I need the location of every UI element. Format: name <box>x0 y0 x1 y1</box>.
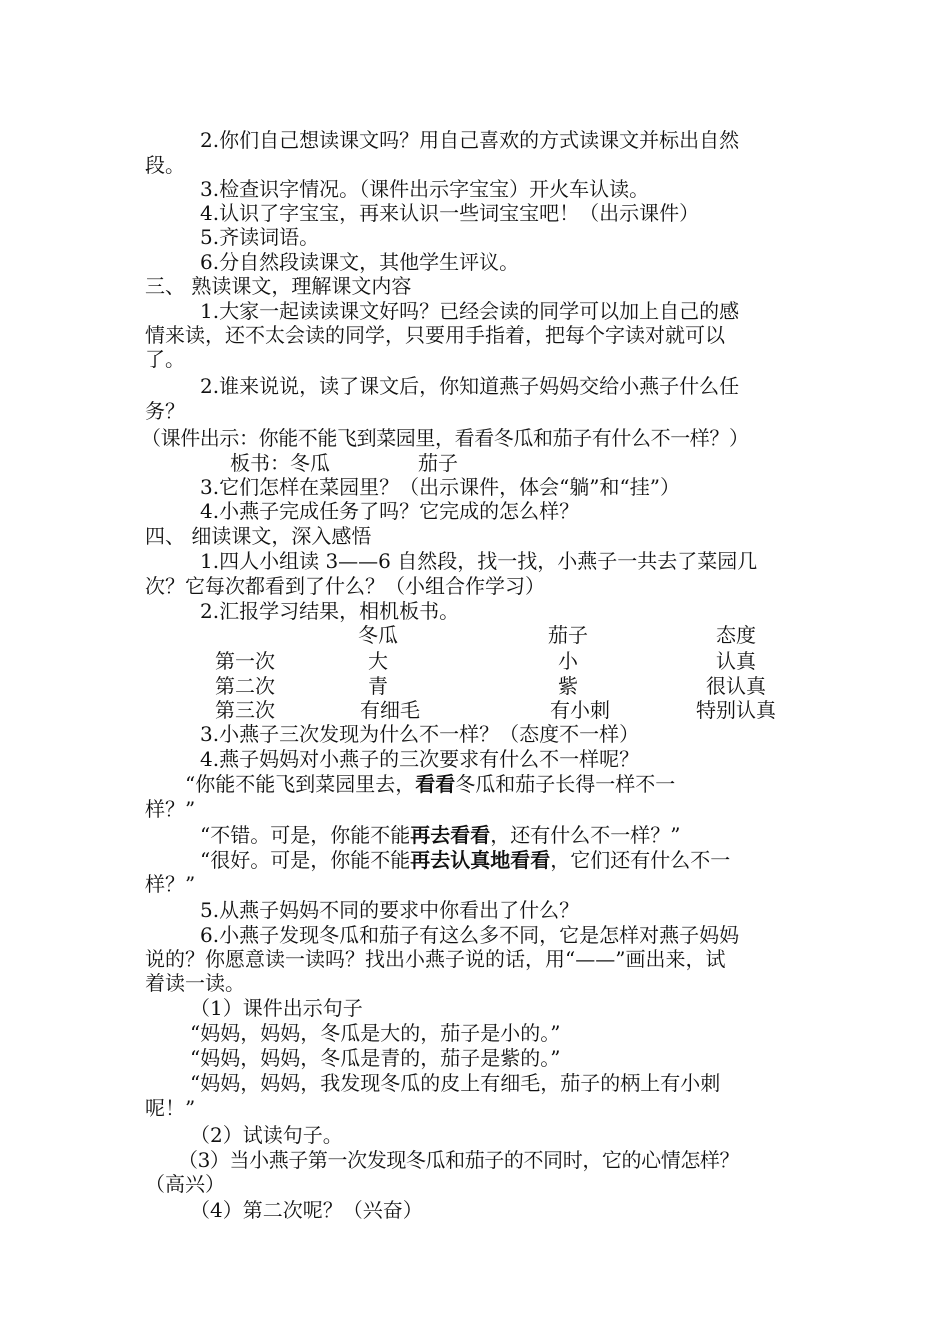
quote-text: “你能不能飞到菜园里去， <box>185 772 416 796</box>
quote-text: 冬瓜和茄子长得一样不一 <box>455 772 676 796</box>
paragraph-line: 6.小燕子发现冬瓜和茄子有这么多不同，它是怎样对燕子妈妈 <box>200 923 740 947</box>
table-cell: 青 <box>368 674 388 698</box>
table-header: 态度 <box>716 623 756 647</box>
paragraph-line: 3.检查识字情况。（课件出示字宝宝）开火车认读。 <box>200 177 650 201</box>
sentence-line: “妈妈，妈妈，冬瓜是青的，茄子是紫的。” <box>190 1046 561 1070</box>
section-heading: 四、 细读课文，深入感悟 <box>145 524 372 548</box>
table-cell: 大 <box>368 649 388 673</box>
table-cell: 第一次 <box>215 649 275 673</box>
paragraph-line: 4.小燕子完成任务了吗？它完成的怎么样？ <box>200 499 580 523</box>
quote-text: “不错。可是，你能不能 <box>200 823 411 847</box>
paragraph-line: 2.你们自己想读课文吗？用自己喜欢的方式读课文并标出自然 <box>200 128 740 152</box>
emphasis-text: 看看 <box>415 772 456 796</box>
quote-line <box>200 847 815 873</box>
paragraph-line: 4.认识了字宝宝，再来认识一些词宝宝吧！（出示课件） <box>200 201 700 225</box>
emphasis-text: 再去看看 <box>410 823 491 847</box>
paragraph-line: 了。 <box>145 347 185 371</box>
paragraph-line: （高兴） <box>145 1172 225 1196</box>
paragraph-line: 着读一读。 <box>145 971 245 995</box>
board-writing-label: 板书：冬瓜 <box>230 451 330 475</box>
paragraph-line: 2.汇报学习结果，相机板书。 <box>200 599 460 623</box>
paragraph-line: 6.分自然段读课文，其他学生评议。 <box>200 250 520 274</box>
paragraph-line: 次？它每次都看到了什么？（小组合作学习） <box>145 574 545 598</box>
paragraph-line: （4）第二次呢？（兴奋） <box>190 1198 423 1222</box>
sentence-line: “妈妈，妈妈，冬瓜是大的，茄子是小的。” <box>190 1021 561 1045</box>
table-header: 茄子 <box>548 623 588 647</box>
board-writing-item: 茄子 <box>418 451 458 475</box>
quote-text: ，还有什么不一样？” <box>490 823 681 847</box>
table-cell: 第二次 <box>215 674 275 698</box>
paragraph-line: 段。 <box>145 153 185 177</box>
paragraph-line: 5.从燕子妈妈不同的要求中你看出了什么？ <box>200 898 580 922</box>
section-heading: 三、 熟读课文，理解课文内容 <box>145 274 412 298</box>
paragraph-line: 2.谁来说说，读了课文后，你知道燕子妈妈交给小燕子什么任 <box>200 374 740 398</box>
table-cell: 第三次 <box>215 698 275 722</box>
paragraph-line: 1.大家一起读读课文好吗？已经会读的同学可以加上自己的感 <box>200 299 740 323</box>
table-cell: 小 <box>558 649 578 673</box>
emphasis-text: 再去认真地看看 <box>410 848 551 872</box>
paragraph-line: 情来读，还不太会读的同学，只要用手指着，把每个字读对就可以 <box>145 323 725 347</box>
table-cell: 有小刺 <box>550 698 610 722</box>
table-cell: 特别认真 <box>696 698 776 722</box>
paragraph-line: 3.小燕子三次发现为什么不一样？（态度不一样） <box>200 722 640 746</box>
paragraph-line: （3）当小燕子第一次发现冬瓜和茄子的不同时，它的心情怎样？ <box>178 1148 740 1172</box>
table-header: 冬瓜 <box>358 623 398 647</box>
paragraph-line: （1）课件出示句子 <box>190 996 363 1020</box>
quote-line <box>185 771 800 797</box>
paragraph-line: 说的？你愿意读一读吗？找出小燕子说的话，用“——”画出来，试 <box>145 947 726 971</box>
sentence-line: “妈妈，妈妈，我发现冬瓜的皮上有细毛，茄子的柄上有小刺 <box>190 1071 721 1095</box>
table-cell: 紫 <box>558 674 578 698</box>
table-cell: 认真 <box>716 649 756 673</box>
paragraph-line: （2）试读句子。 <box>190 1123 343 1147</box>
paragraph-line: 5.齐读词语。 <box>200 225 320 249</box>
quote-line: 样？” <box>145 872 196 896</box>
table-cell: 有细毛 <box>360 698 420 722</box>
quote-text: “很好。可是，你能不能 <box>200 848 411 872</box>
paragraph-line: 1.四人小组读 3——6 自然段，找一找，小燕子一共去了菜园几 <box>200 549 758 573</box>
quote-line: 样？” <box>145 797 196 821</box>
paragraph-line: 4.燕子妈妈对小燕子的三次要求有什么不一样呢？ <box>200 747 640 771</box>
quote-text: ，它们还有什么不一 <box>550 848 731 872</box>
quote-line <box>200 822 815 848</box>
paragraph-line: （课件出示：你能不能飞到菜园里，看看冬瓜和茄子有什么不一样？） <box>141 426 749 450</box>
table-cell: 很认真 <box>706 674 766 698</box>
paragraph-line: 务？ <box>145 399 185 423</box>
sentence-line: 呢！” <box>145 1096 196 1120</box>
paragraph-line: 3.它们怎样在菜园里？（出示课件，体会“躺”和“挂”） <box>200 475 680 499</box>
